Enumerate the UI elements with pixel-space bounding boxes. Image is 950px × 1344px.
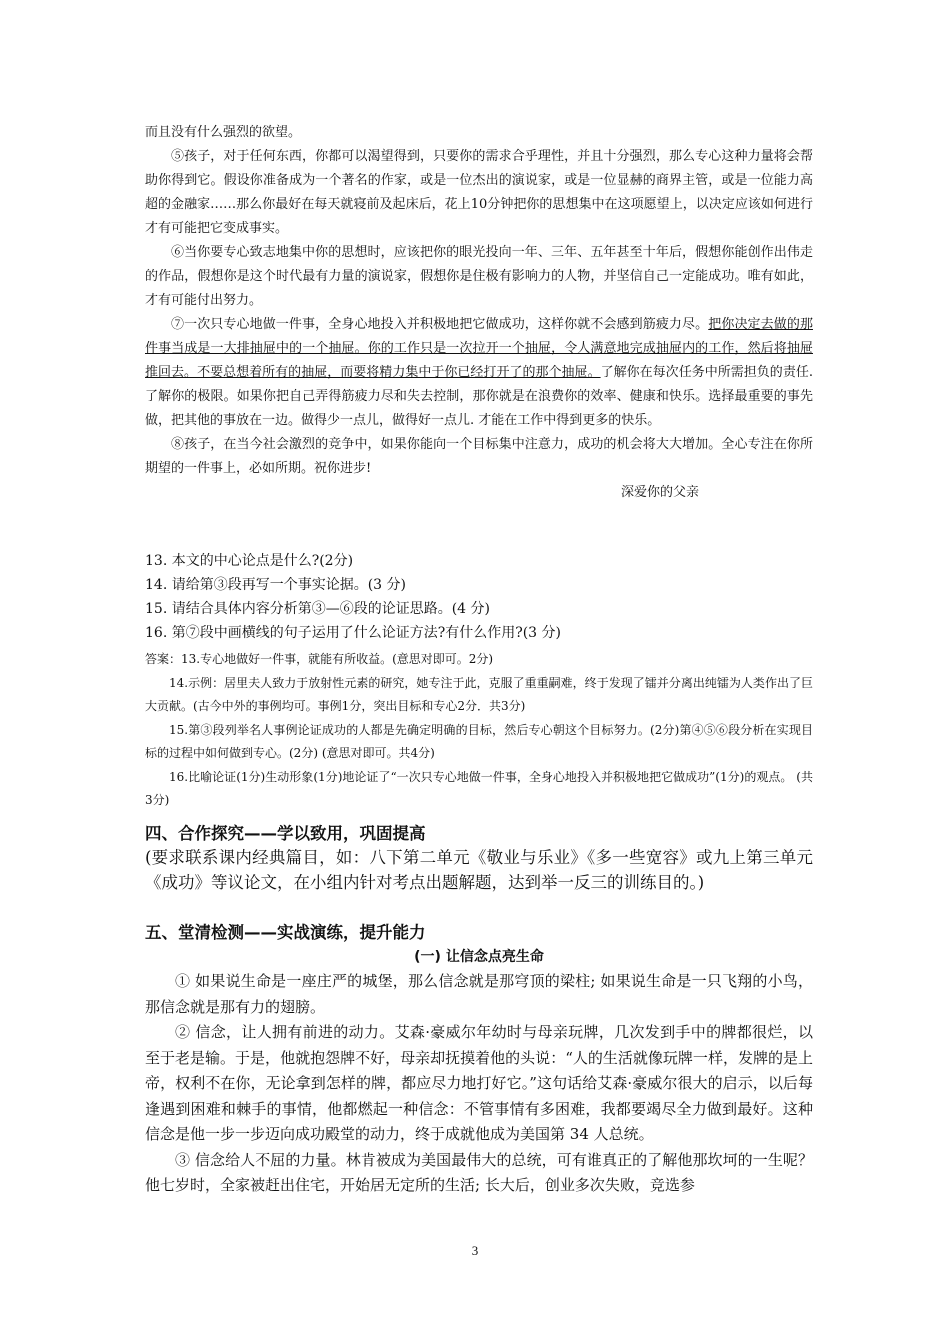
paragraph-7-lead: ⑦一次只专心地做一件事，全身心地投入并积极地把它做成功，这样你就不会感到筋疲力尽。: [171, 317, 709, 332]
letter-paragraph-8: ⑧孩子，在当今社会激烈的竞争中，如果你能向一个目标集中注意力，成功的机会将大大增加。全心专注在你所期望的一件事上，必如所期。祝你进步!: [145, 437, 813, 476]
question-16: 16. 第⑦段中画横线的句子运用了什么论证方法?有什么作用?(3 分): [145, 625, 562, 641]
answer-key: [145, 648, 813, 813]
question-13: 13. 本文的中心论点是什么?(2分): [145, 553, 354, 569]
answer-16: 16.比喻论证(1分)生动形象(1分)地论证了“一次只专心地做一件事，全身心地投入并积极地把它做成功”(1分)的观点。 (共3分): [145, 769, 813, 807]
page-number: 3: [471, 1243, 479, 1258]
letter-paragraph-6: ⑥当你要专心致志地集中你的思想时，应该把你的眼光投向一年、三年、五年甚至十年后，假想你能创作出伟走的作品，假想你是这个时代最有力量的演说家，假想你是住极有影响力的人物，并坚信自己一定能成功。唯有如此，才有可能付出努力。: [145, 245, 813, 308]
question-list: [145, 549, 813, 645]
underlined-metaphor-sentence: 把你决定去做的那件事当成是一大排抽屉中的一个抽屉。你的工作只是一次拉开一个抽屉，令人满意地完成抽屉内的工作，然后将抽屉推回去。不要总想着所有的抽屉，而要将精力集中于你已经打开了的那个抽屉。: [145, 317, 813, 380]
passage-title: (一) 让信念点亮生命: [414, 949, 544, 965]
question-15: 15. 请结合具体内容分析第③—⑥段的论证思路。(4 分): [145, 601, 490, 617]
section-4-heading: 四、合作探究——学以致用，巩固提高: [145, 824, 426, 843]
question-14: 14. 请给第③段再写一个事实论据。(3 分): [145, 577, 406, 593]
letter-paragraph-intro: 而且没有什么强烈的欲望。: [145, 125, 302, 140]
paragraph-7-tail: 了解你在每次任务中所需担负的责任. 了解你的极限。如果你把自己弄得筋疲力尽和失去控制，那你就是在浪费你的效率、健康和快乐。选择最重要的事先做，把其他的事放在一边。做得少一点儿，做得好一点儿. 才能在工作中得到更多的快乐。: [145, 365, 813, 428]
answer-14: 14.示例：居里夫人致力于放射性元素的研究，她专注于此，克服了重重嗣难，终于发现了镭并分离出纯镭为人类作出了巨大贡献。(古今中外的事例均可。事例1分，突出目标和专心2分．共3分): [145, 675, 813, 713]
answer-15: 15.第③段列举名人事例论证成功的人都是先确定明确的目标，然后专心朝这个目标努力。(2分)第④⑤⑥段分析在实现目标的过程中如何做到专心。(2分) (意思对即可。共4分): [145, 722, 813, 760]
answer-13: 答案：13.专心地做好一件事，就能有所收益。(意思对即可。2分): [145, 652, 494, 666]
section-4-instructions: (要求联系课内经典篇目，如：八下第二单元《敬业与乐业》《多一些宽容》或九上第三单元《成功》等议论文，在小组内针对考点出题解题，达到举一反三的训练目的。): [145, 848, 813, 892]
letter-signature: 深爱你的父亲: [621, 485, 700, 500]
section-5-heading: 五、堂清检测——实战演练，提升能力: [145, 923, 426, 942]
passage-paragraph-3: ③ 信念给人不屈的力量。林肯被成为美国最伟大的总统，可有谁真正的了解他那坎坷的一生呢？他七岁时，全家被赶出住宅，开始居无定所的生活; 长大后，创业多次失败，竞选参: [145, 1150, 813, 1194]
section-5: [145, 920, 813, 1199]
passage-text: [145, 969, 813, 1199]
letter-paragraph-5: ⑤孩子，对于任何东西，你都可以渴望得到，只要你的需求合乎理性，并且十分强烈，那么专心这种力量将会帮助你得到它。假设你准备成为一个著名的作家，或是一位杰出的演说家，或是一位显赫的商界主管，或是一位能力高超的金融家……那么你最好在每天就寝前及起床后，花上10分钟把你的思想集中在这项愿望上，以决定应该如何进行才有可能把它变成事实。: [145, 149, 813, 236]
section-4: [145, 821, 813, 895]
letter-paragraph-7: [145, 313, 813, 433]
passage-paragraph-2: ② 信念，让人拥有前进的动力。艾森·豪威尔年幼时与母亲玩牌，几次发到手中的牌都很烂，以至于老是输。于是，他就抱怨牌不好，母亲却抚摸着他的头说：“人的生活就像玩牌一样，发牌的是上帝，权利不在你，无论拿到怎样的牌，都应尽力地打好它。”这句话给艾森·豪威尔很大的启示，以后每逢遇到困难和棘手的事情，他都燃起一种信念：不管事情有多困难，我都要竭尽全力做到最好。这种信念是他一步一步迈向成功殿堂的动力，终于成就他成为美国第 34 人总统。: [145, 1023, 813, 1143]
letter-text: [145, 121, 813, 505]
passage-paragraph-1: ① 如果说生命是一座庄严的城堡，那么信念就是那穹顶的梁柱; 如果说生命是一只飞翔的小鸟，那信念就是那有力的翅膀。: [145, 972, 813, 1016]
